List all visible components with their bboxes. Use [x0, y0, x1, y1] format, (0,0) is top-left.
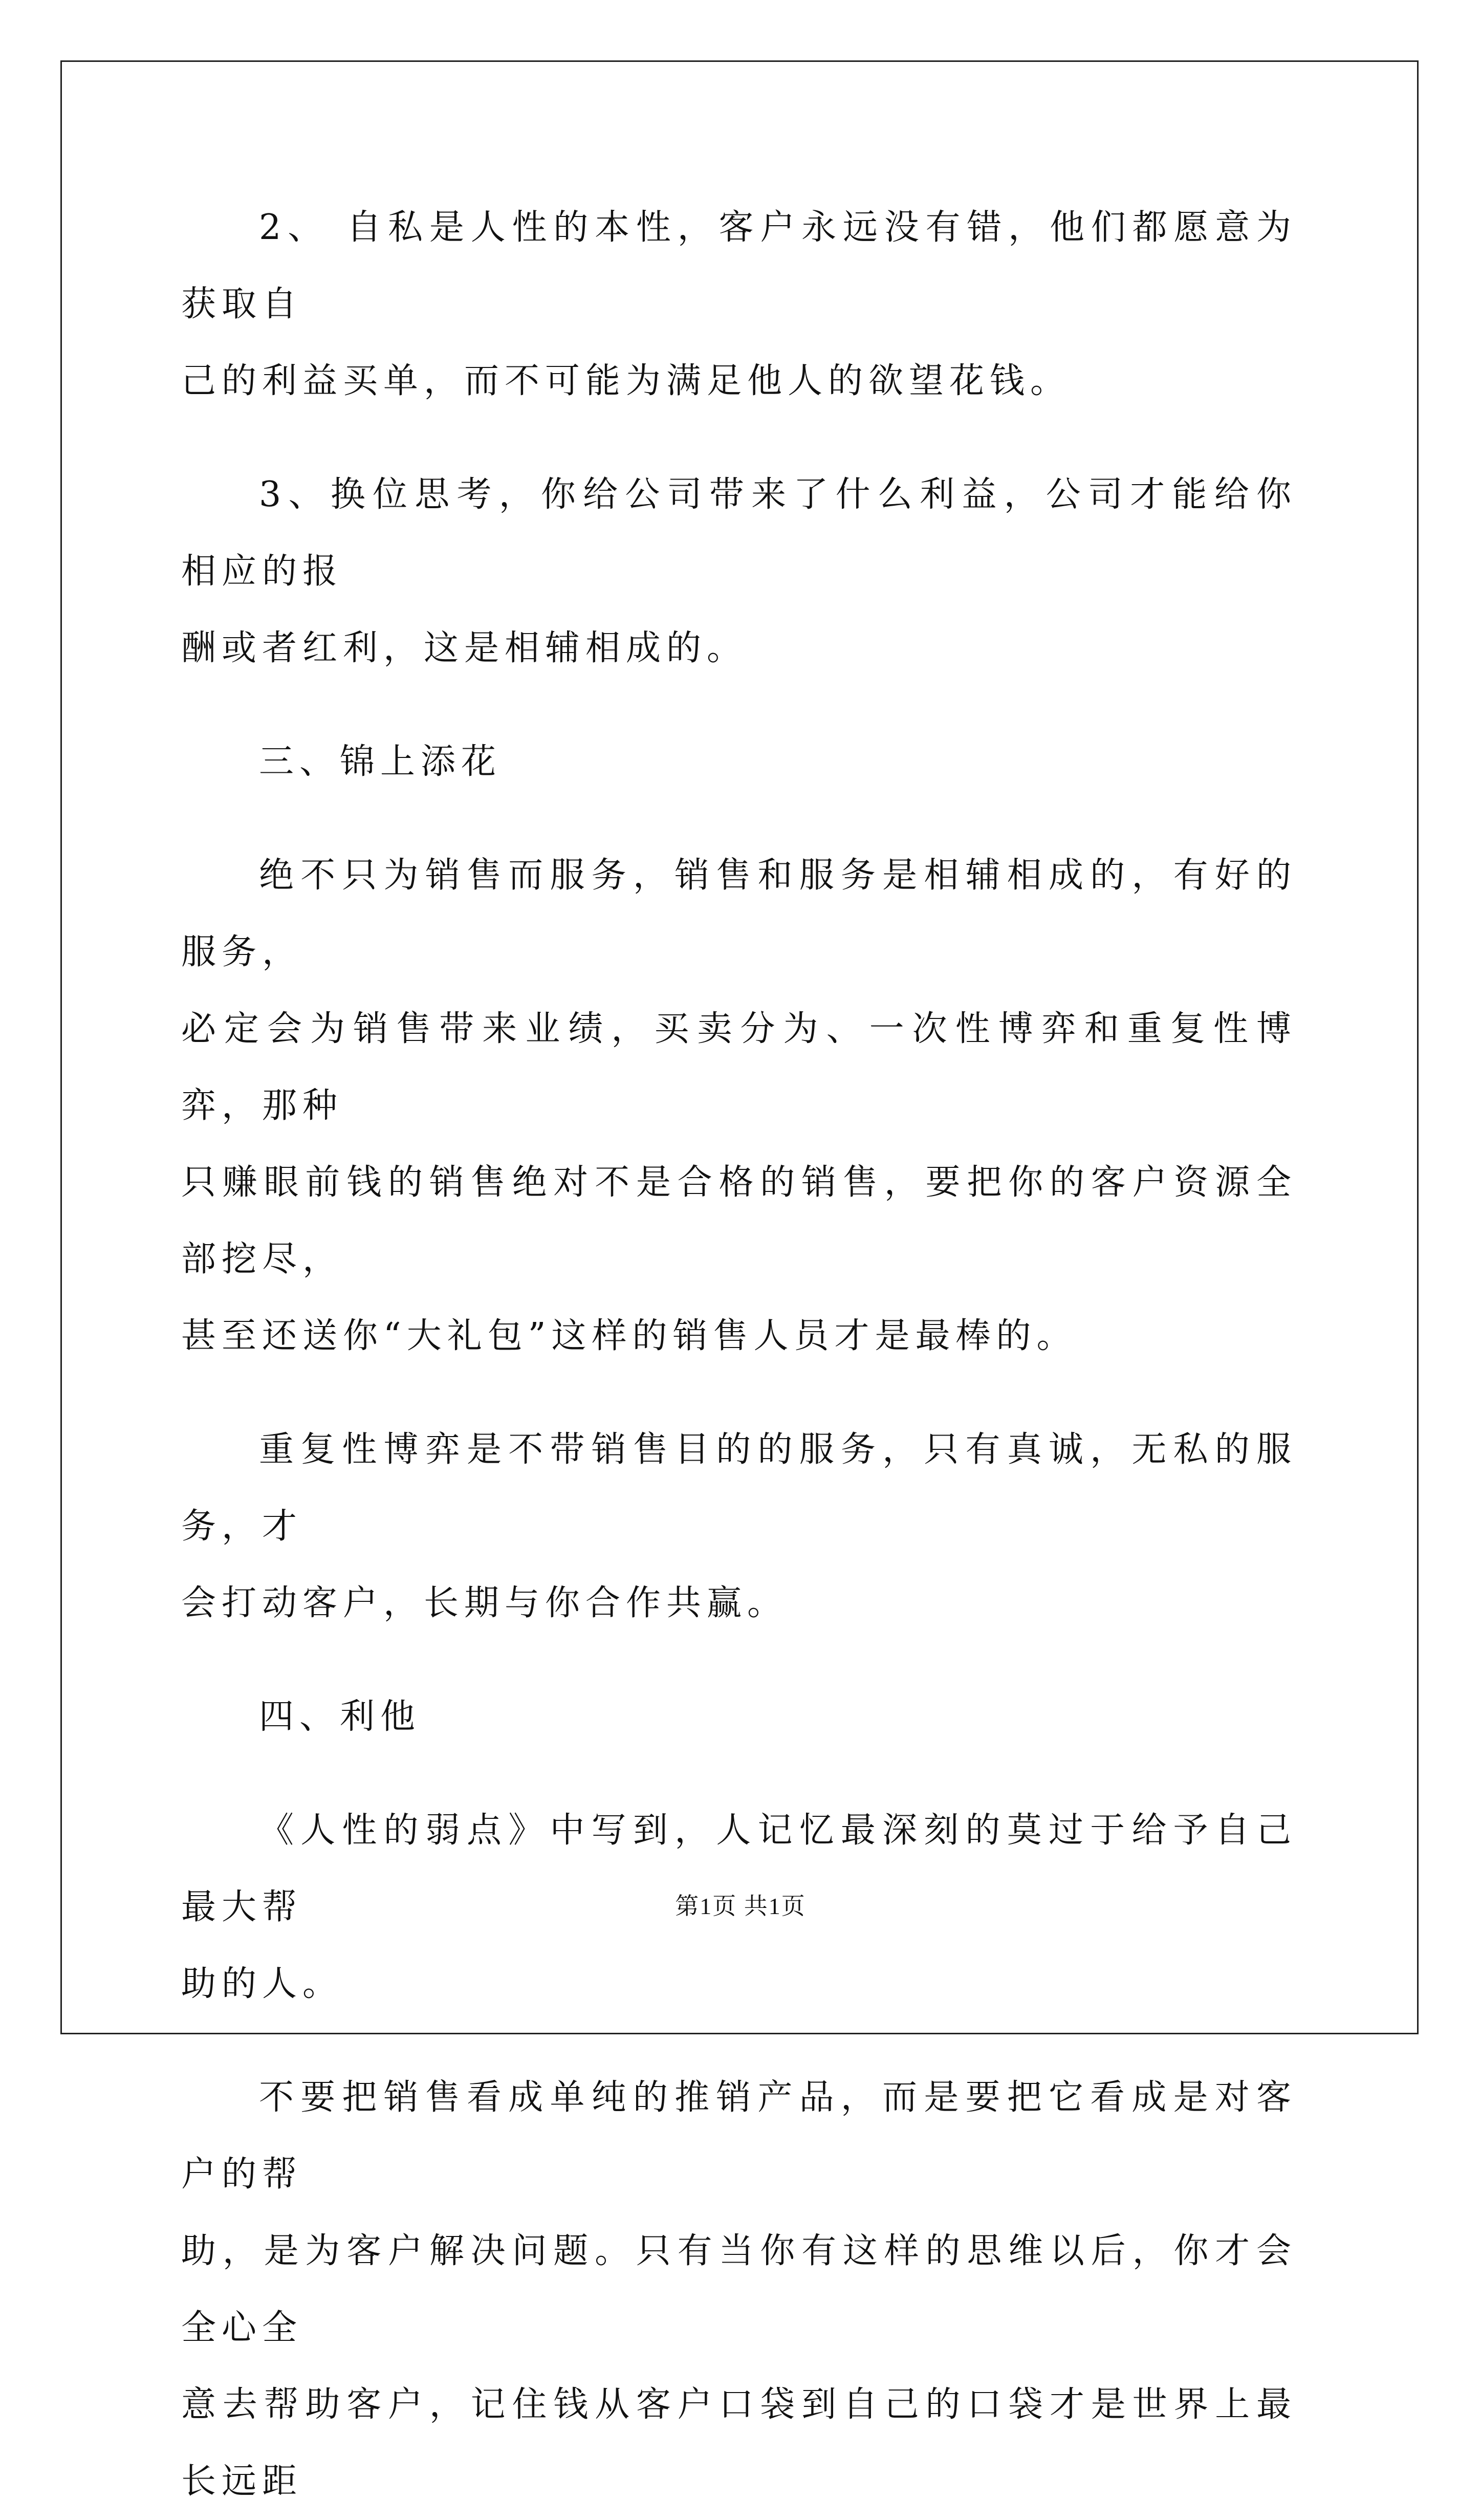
- page-footer: 第1页 共1页: [675, 1893, 806, 1919]
- text-line: 重复性博弈是不带销售目的的服务，只有真诚，无私的服务，才: [181, 1429, 1297, 1547]
- text-line: 只赚眼前钱的销售绝对不是合格的销售，要把你的客户资源全部挖尽，: [181, 1162, 1297, 1279]
- text-line: 意去帮助客户，记住钱从客户口袋到自己的口袋才是世界上最长远距: [181, 2384, 1297, 2502]
- text-line: 酬或者红利，这是相辅相成的。: [181, 628, 748, 668]
- text-line: 3、换位思考，你给公司带来了什么利益，公司才能给你相应的报: [181, 474, 1297, 592]
- heading-text: 三、锦上添花: [259, 742, 502, 782]
- paragraph-2: [181, 457, 1297, 687]
- text-line: 助的人。: [181, 1964, 343, 2004]
- section-heading-3: [181, 724, 1297, 800]
- heading-text: 四、利他: [259, 1697, 421, 1737]
- text-line: 2、 自私是人性的本性，客户永远没有错，他们都愿意为获取自: [181, 207, 1297, 324]
- section-heading-4: [181, 1679, 1297, 1755]
- text-line: 己的利益买单，而不可能为满足他人的欲望花钱。: [181, 361, 1071, 401]
- paragraph-5: [181, 1411, 1297, 1642]
- text-line: 《人性的弱点》中写到，人记忆最深刻的莫过于给予自己最大帮: [181, 1810, 1297, 1927]
- paragraph-4: [181, 837, 1297, 1375]
- text-line: 甚至还送你“大礼包”这样的销售人员才是最棒的。: [181, 1316, 1077, 1356]
- text-line: 必定会为销售带来业绩，买卖分为、一次性博弈和重复性博弈，那种: [181, 1009, 1297, 1126]
- paragraph-1: [181, 189, 1297, 420]
- text-line: 不要把销售看成单纯的推销产品，而是要把它看成是对客户的帮: [181, 2077, 1297, 2195]
- text-line: 助，是为客户解决问题。只有当你有这样的思维以后，你才会全心全: [181, 2231, 1297, 2348]
- document-body: [181, 189, 1297, 2520]
- text-line: 绝不只为销售而服务，销售和服务是相辅相成的，有好的服务，: [181, 855, 1297, 972]
- text-line: 会打动客户，长期与你合作共赢。: [181, 1583, 788, 1623]
- paragraph-8: [181, 2059, 1297, 2520]
